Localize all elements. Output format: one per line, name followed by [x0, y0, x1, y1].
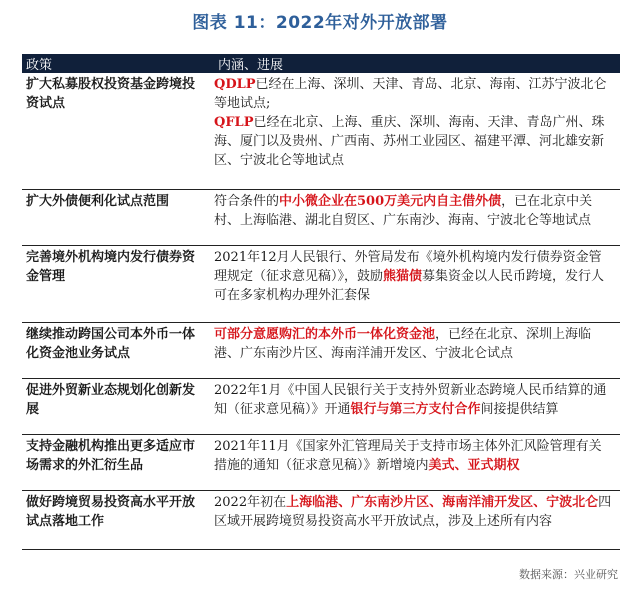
policy-cell: 继续推动跨国公司本外币一体化资金池业务试点 — [26, 327, 196, 361]
content-text: 2022年1月《中国人民银行关于支持外贸新业态跨境人民币结算的通知（征求意见稿）》开通 — [214, 383, 607, 417]
content-text: ，已在北京中关村、上海临港、湖北自贸区、广东南沙、海南、宁波北仑等地试点 — [214, 194, 593, 228]
policy-cell: 扩大外债便利化试点范围 — [26, 194, 170, 209]
policy-cell: 完善境外机构境内发行债券资金管理 — [26, 250, 196, 284]
highlight-text: 银行与第三方支付合作 — [350, 402, 481, 417]
content-paragraph — [214, 437, 614, 475]
content-paragraph — [214, 325, 614, 363]
policy-table — [22, 54, 620, 550]
highlight-text: 可部分意愿购汇的本外币一体化资金池 — [214, 327, 436, 342]
table-row — [22, 491, 620, 550]
content-text: 2022年初在 — [214, 495, 287, 510]
policy-cell: 扩大私募股权投资基金跨境投资试点 — [26, 77, 196, 111]
content-text: 2021年11月《国家外汇管理局关于支持市场主体外汇风险管理有关措施的通知（征求意见稿）》新增境内 — [214, 439, 602, 473]
content-text: 2021年12月人民银行、外管局发布《境外机构境内发行债券资金管理规定（征求意见稿）》，鼓励 — [214, 250, 602, 284]
content-paragraph — [214, 248, 614, 305]
header-content: 内涵、进展 — [218, 58, 284, 73]
table-row — [22, 435, 620, 491]
content-text: 符合条件的 — [214, 194, 280, 209]
content-paragraph — [214, 113, 614, 170]
content-cell — [206, 190, 620, 245]
policy-cell: 做好跨境贸易投资高水平开放试点落地工作 — [26, 495, 196, 529]
highlight-text: 美式、亚式期权 — [428, 458, 520, 473]
content-cell — [206, 379, 620, 434]
highlight-text: QDLP — [214, 77, 256, 92]
table-row — [22, 246, 620, 323]
figure-title: 图表 11：2022年对外开放部署 — [192, 13, 448, 33]
content-cell — [206, 246, 620, 322]
content-text: 间接提供结算 — [480, 402, 559, 417]
content-cell — [206, 323, 620, 378]
table-row — [22, 379, 620, 435]
content-cell — [206, 435, 620, 490]
content-paragraph — [214, 192, 614, 230]
table-row — [22, 323, 620, 379]
highlight-text: 中小微企业在500万美元内自主借外债 — [279, 194, 502, 209]
highlight-text: 熊猫债 — [383, 269, 423, 284]
content-text: 四区域开展跨境贸易投资高水平开放试点，涉及上述所有内容 — [214, 495, 612, 529]
content-text: 已经在上海、深圳、天津、青岛、北京、海南、江苏宁波北仑等地试点; — [214, 77, 607, 111]
table-header — [22, 54, 620, 73]
policy-cell: 支持金融机构推出更多适应市场需求的外汇衍生品 — [26, 439, 196, 473]
content-paragraph — [214, 493, 614, 531]
table-row — [22, 73, 620, 190]
highlight-text: QFLP — [214, 115, 254, 130]
content-cell — [206, 491, 620, 549]
table-body — [22, 73, 620, 550]
highlight-text: 上海临港、广东南沙片区、海南洋浦开发区、宁波北仑 — [286, 495, 599, 510]
content-text: 募集资金以人民币跨境，发行人可在多家机构办理外汇套保 — [214, 269, 605, 303]
content-text: ，已经在北京、深圳上海临港、广东南沙片区、海南洋浦开发区、宁波北仑试点 — [214, 327, 592, 361]
table-row — [22, 190, 620, 246]
content-text: 已经在北京、上海、重庆、深圳、海南、天津、青岛广州、珠海、厦门以及贵州、广西南、苏州工业园区、福建平潭、河北雄安新区、宁波北仑等地试点 — [214, 115, 605, 168]
header-policy: 政策 — [26, 58, 53, 73]
content-paragraph — [214, 75, 614, 113]
content-paragraph — [214, 381, 614, 419]
content-cell — [206, 73, 620, 189]
policy-cell: 促进外贸新业态规划化创新发展 — [26, 383, 196, 417]
source-note: 数据来源：兴业研究 — [519, 568, 618, 581]
